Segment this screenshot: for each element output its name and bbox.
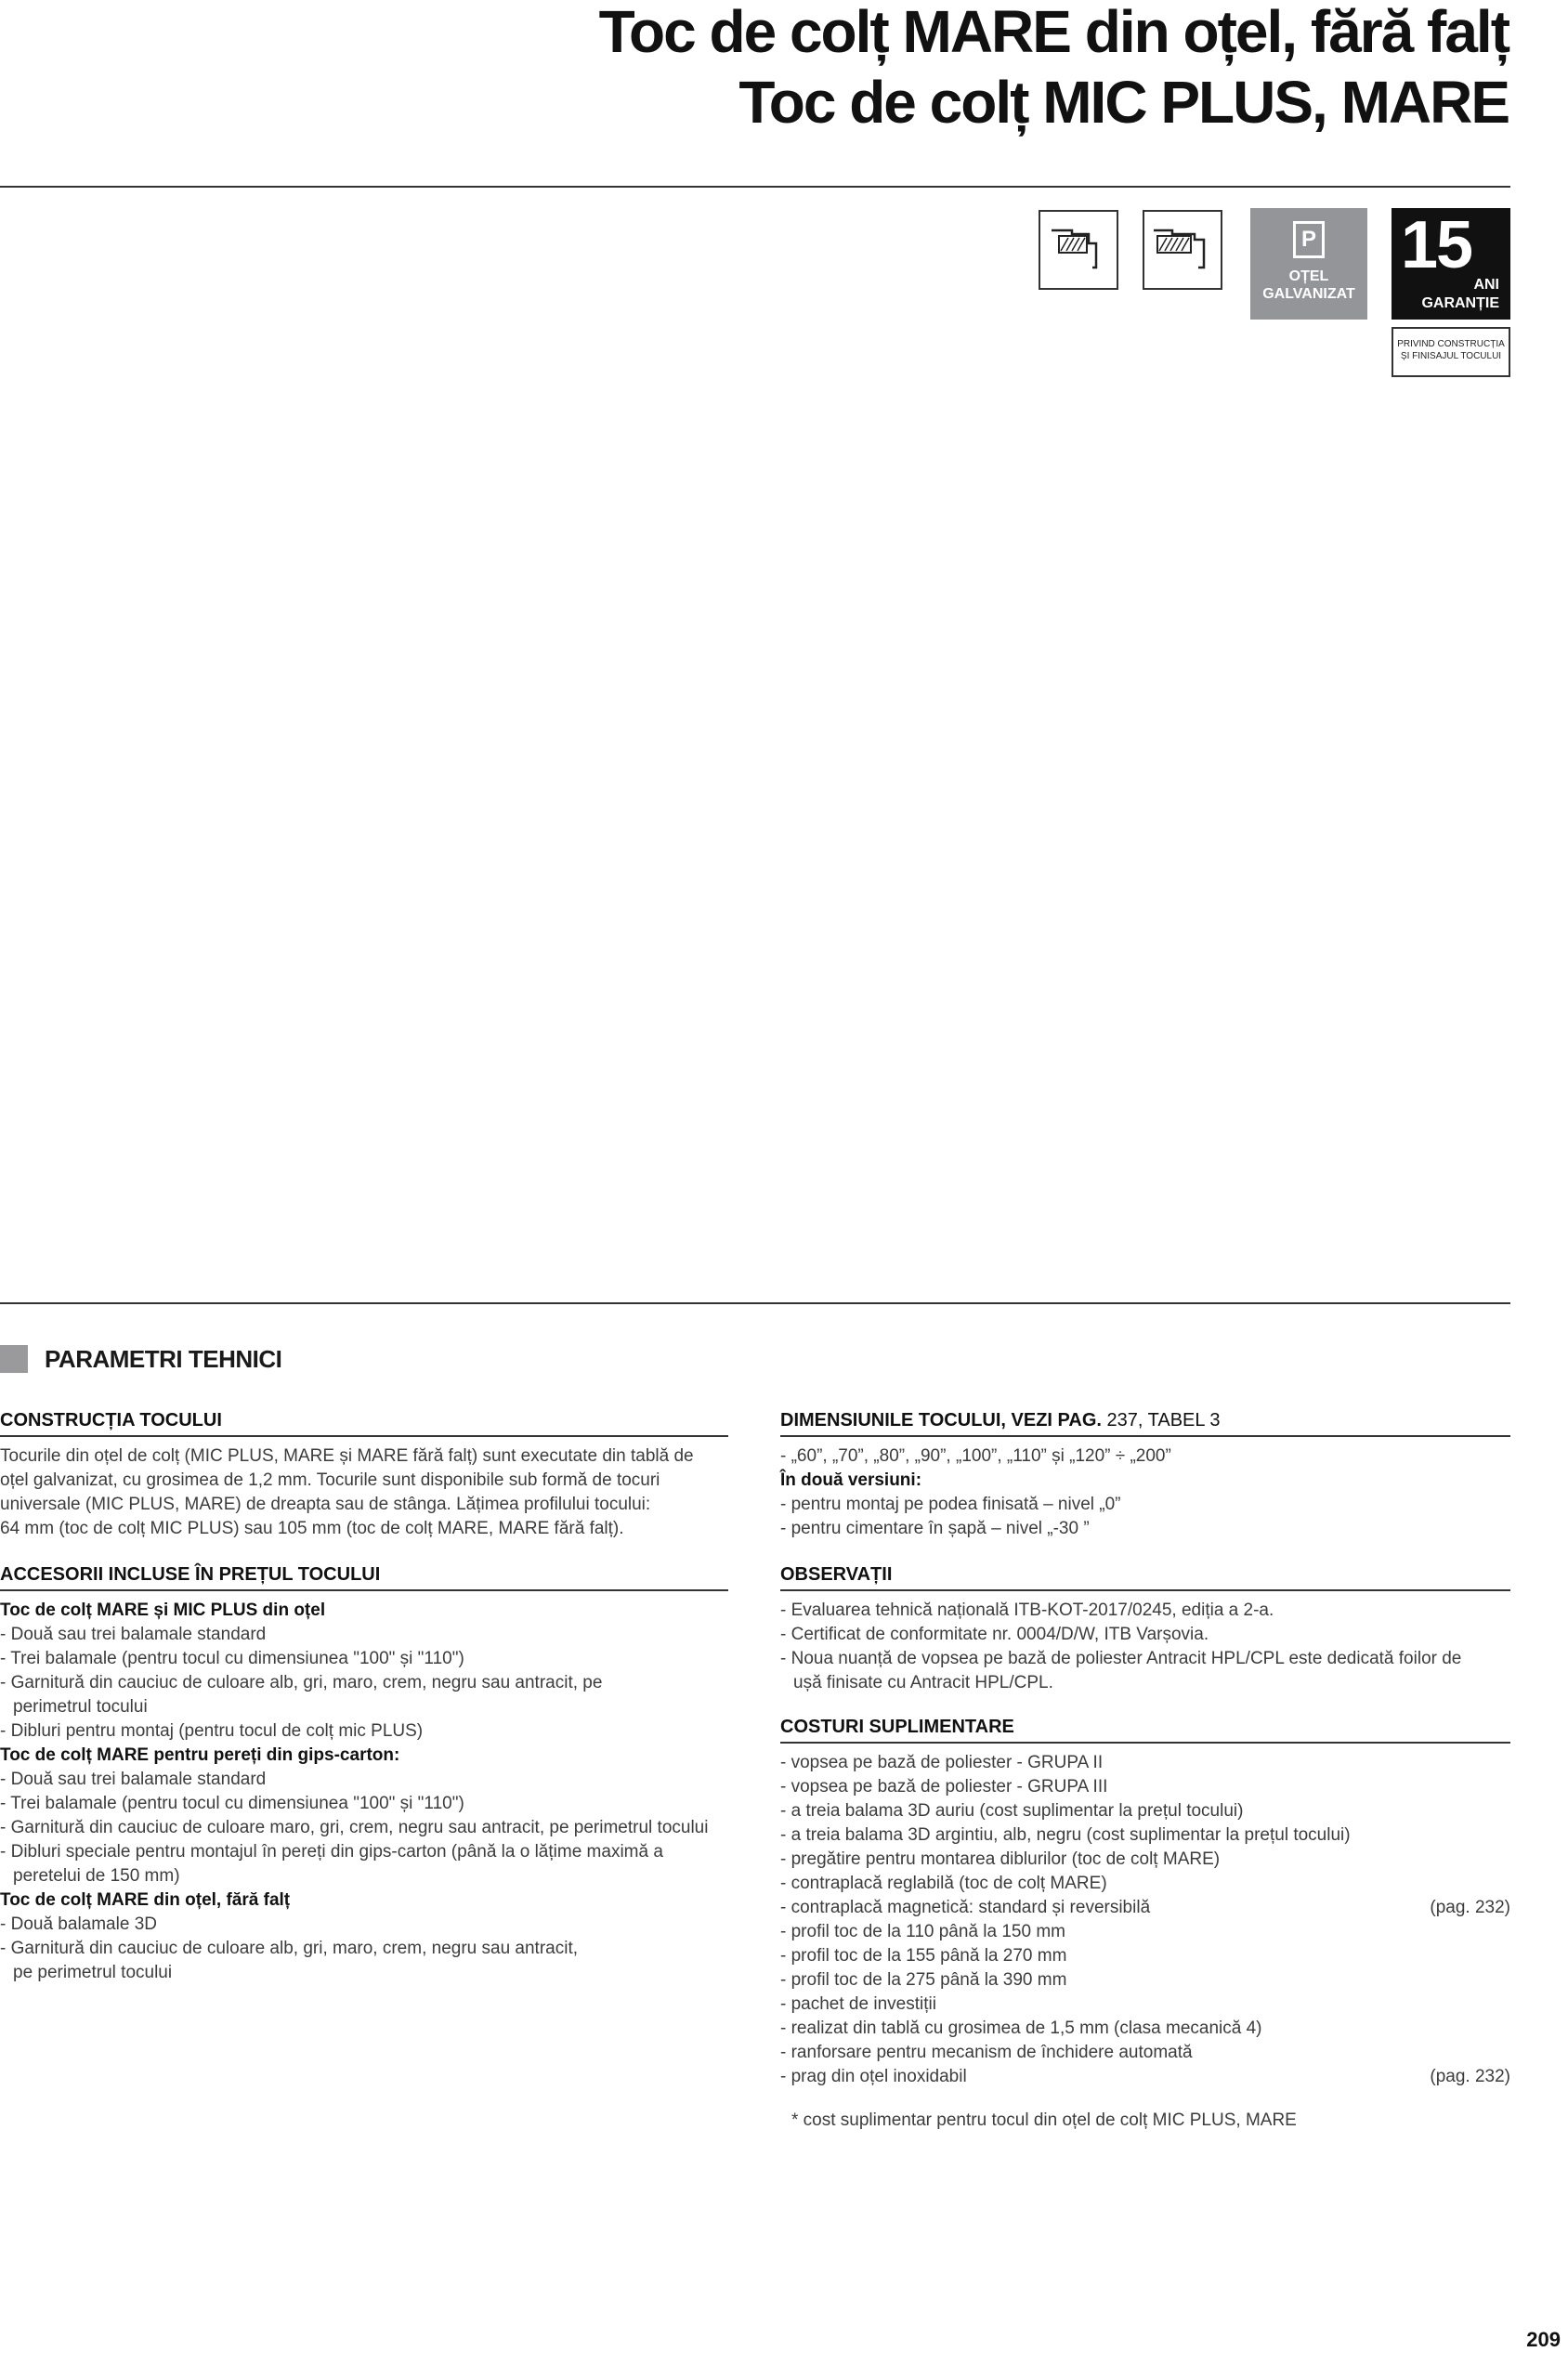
accessory-item: - Dibluri pentru montaj (pentru tocul de colț mic PLUS): [0, 1721, 424, 1741]
observation-item: - Noua nuanță de vopsea pe bază de poliester Antracit HPL/CPL este dedicată foilor de: [780, 1649, 1462, 1668]
footnote: * cost suplimentar pentru tocul din oțel de colț MIC PLUS, MARE: [791, 2110, 1297, 2130]
accessory-item: - Două sau trei balamale standard: [0, 1625, 267, 1644]
observation-item: ușă finisate cu Antracit HPL/CPL.: [793, 1673, 1053, 1692]
warranty-note: PRIVIND CONSTRUCȚIA ȘI FINISAJUL TOCULUI: [1392, 327, 1510, 377]
extra-cost-item: - contraplacă reglabilă (toc de colț MARE): [780, 1874, 1107, 1893]
accessory-item: perimetrul tocului: [13, 1697, 148, 1717]
dimensions-block: [780, 1408, 1510, 1541]
extra-cost-item: - realizat din tablă cu grosimea de 1,5 mm (clasa mecanică 4): [780, 2019, 1262, 2038]
accessory-item: - Două balamale 3D: [0, 1914, 157, 1934]
extra-costs-heading: COSTURI SUPLIMENTARE: [780, 1715, 1510, 1744]
header-divider: [0, 186, 1510, 188]
extra-cost-item: - a treia balama 3D auriu (cost suplimentar la prețul tocului): [780, 1801, 1244, 1821]
extra-costs-block: [780, 1715, 1510, 2089]
extra-cost-item: - pregătire pentru montarea diblurilor (toc de colț MARE): [780, 1849, 1221, 1869]
galvanized-label-line-1: OȚEL: [1288, 268, 1329, 284]
construction-line: oțel galvanizat, cu grosimea de 1,2 mm. Tocurile sunt disponibile sub formă de tocuri: [0, 1470, 660, 1490]
extra-cost-item: - contraplacă magnetică: standard și reversibilă (pag. 232): [780, 1898, 1510, 1917]
accessories-block: [0, 1562, 728, 1985]
accessory-item: - Două sau trei balamale standard: [0, 1770, 267, 1789]
extra-cost-item: - ranforsare pentru mecanism de închidere automată: [780, 2043, 1193, 2062]
galvanized-p-icon: P: [1293, 221, 1325, 258]
accessory-item: - Trei balamale (pentru tocul cu dimensiunea "100" și "110"): [0, 1794, 464, 1813]
accessory-item: - Garnitură din cauciuc de culoare alb, gri, maro, crem, negru sau antracit,: [0, 1939, 579, 1958]
warranty-unit: ANI: [1473, 277, 1499, 293]
dimensions-version: - pentru montaj pe podea finisată – nivel „0”: [780, 1495, 1121, 1514]
accessory-group-title: Toc de colț MARE pentru pereți din gips-carton:: [0, 1745, 400, 1765]
accessory-item: - Dibluri speciale pentru montajul în pereți din gips-carton (până la o lățime maximă a: [0, 1842, 663, 1862]
construction-heading: CONSTRUCȚIA TOCULUI: [0, 1408, 728, 1437]
extra-cost-item: - a treia balama 3D argintiu, alb, negru (cost suplimentar la prețul tocului): [780, 1825, 1351, 1845]
extra-cost-item: - profil toc de la 110 până la 150 mm: [780, 1922, 1065, 1941]
dimensions-version: - pentru cimentare în șapă – nivel „-30 ”: [780, 1519, 1090, 1538]
accessory-item: - Garnitură din cauciuc de culoare maro, gri, crem, negru sau antracit, pe perimetrul tocului: [0, 1818, 709, 1837]
extra-cost-item: - pachet de investiții: [780, 1994, 936, 2014]
construction-line: 64 mm (toc de colț MIC PLUS) sau 105 mm (toc de colț MARE, MARE fără falț).: [0, 1519, 624, 1538]
extra-cost-item: - prag din oțel inoxidabil (pag. 232): [780, 2067, 1510, 2086]
accessory-group-title: Toc de colț MARE și MIC PLUS din oțel: [0, 1601, 326, 1620]
construction-block: [0, 1408, 728, 1541]
section-divider: [0, 1302, 1510, 1304]
construction-line: universale (MIC PLUS, MARE) de dreapta sau de stânga. Lățimea profilului tocului:: [0, 1495, 651, 1514]
accessory-item: - Garnitură din cauciuc de culoare alb, gri, maro, crem, negru sau antracit, pe: [0, 1673, 603, 1692]
accessories-heading: ACCESORII INCLUSE ÎN PREȚUL TOCULUI: [0, 1562, 728, 1591]
section-marker: [0, 1345, 28, 1373]
warranty-label: GARANȚIE: [1421, 295, 1499, 311]
extra-cost-item: - profil toc de la 155 până la 270 mm: [780, 1946, 1067, 1966]
page-number: 209: [1526, 2328, 1561, 2351]
dimensions-heading: DIMENSIUNILE TOCULUI, VEZI PAG. 237, TABEL 3: [780, 1408, 1510, 1437]
observation-item: - Evaluarea tehnică națională ITB-KOT-2017/0245, ediția a 2-a.: [780, 1601, 1274, 1620]
page-title-line-1: Toc de colț MARE din oțel, fără falț: [598, 0, 1509, 65]
extra-cost-item: - vopsea pe bază de poliester - GRUPA III: [780, 1777, 1108, 1797]
warranty-badge: [1392, 208, 1510, 320]
construction-line: Tocurile din oțel de colț (MIC PLUS, MARE și MARE fără falț) sunt executate din tablă de: [0, 1446, 694, 1466]
page-title-line-2: Toc de colț MIC PLUS, MARE: [738, 69, 1509, 136]
dimensions-versions-title: În două versiuni:: [780, 1470, 922, 1490]
accessory-group-title: Toc de colț MARE din oțel, fără falț: [0, 1890, 291, 1910]
observations-heading: OBSERVAȚII: [780, 1562, 1510, 1591]
accessory-item: peretelui de 150 mm): [13, 1866, 180, 1886]
observations-block: [780, 1562, 1510, 1695]
frame-profile-rebate-icon: [1143, 210, 1222, 290]
frame-profile-icon: [1039, 210, 1118, 290]
extra-cost-item: - vopsea pe bază de poliester - GRUPA II: [780, 1753, 1104, 1772]
section-title: PARAMETRI TEHNICI: [45, 1345, 282, 1373]
extra-cost-item: - profil toc de la 275 până la 390 mm: [780, 1970, 1067, 1990]
accessory-item: pe perimetrul tocului: [13, 1963, 173, 1982]
galvanized-steel-badge: [1250, 208, 1367, 320]
accessory-item: - Trei balamale (pentru tocul cu dimensiunea "100" și "110"): [0, 1649, 464, 1668]
warranty-years: 15: [1401, 208, 1472, 282]
dimensions-sizes: - „60”, „70”, „80”, „90”, „100”, „110” și „120” ÷ „200”: [780, 1446, 1171, 1466]
galvanized-label-line-2: GALVANIZAT: [1262, 286, 1355, 302]
observation-item: - Certificat de conformitate nr. 0004/D/W, ITB Varșovia.: [780, 1625, 1209, 1644]
